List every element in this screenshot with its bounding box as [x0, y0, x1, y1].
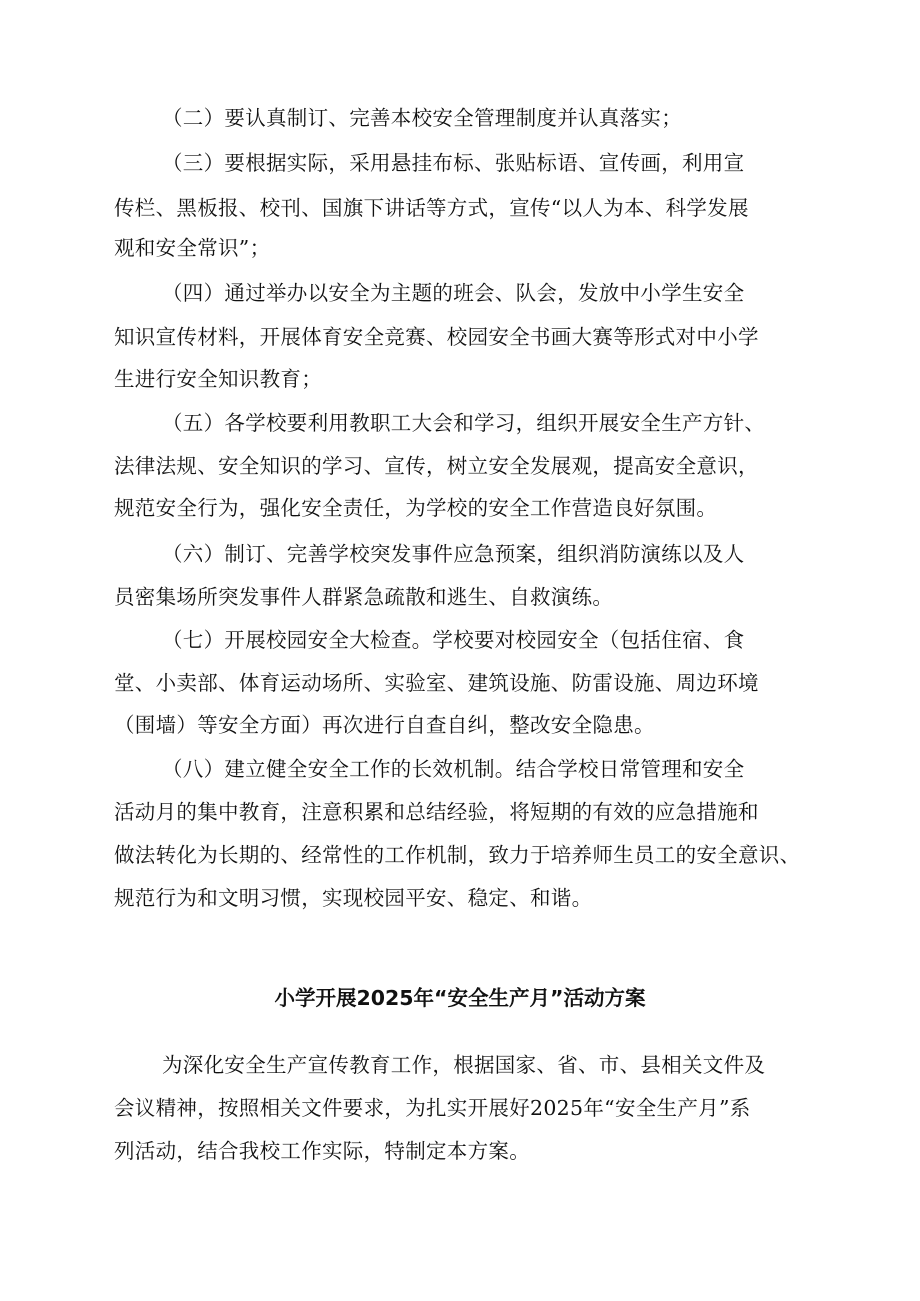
paragraph-8-line-3: 做法转化为长期的、经常性的工作机制，致力于培养师生员工的安全意识、 [114, 843, 801, 867]
paragraph-3-line-2: 传栏、黑板报、校刊、国旗下讲话等方式，宣传“以人为本、科学发展 [114, 196, 749, 220]
paragraph-5-line-3: 规范安全行为，强化安全责任，为学校的安全工作营造良好氛围。 [114, 496, 718, 520]
paragraph-5-line-1: （五）各学校要利用教职工大会和学习，组织开展安全生产方针、 [162, 411, 766, 435]
paragraph-8-line-4: 规范行为和文明习惯，实现校园平安、稳定、和谐。 [114, 886, 593, 910]
paragraph-4-line-3: 生进行安全知识教育； [114, 367, 322, 391]
paragraph-3-line-1: （三）要根据实际，采用悬挂布标、张贴标语、宣传画，利用宣 [162, 151, 745, 175]
paragraph-8-line-1: （八）建立健全安全工作的长效机制。结合学校日常管理和安全 [162, 757, 745, 781]
intro-line-3: 列活动，结合我校工作实际，特制定本方案。 [114, 1139, 530, 1163]
paragraph-4-line-1: （四）通过举办以安全为主题的班会、队会，发放中小学生安全 [162, 281, 745, 305]
section-title: 小学开展2025年“安全生产月”活动方案 [274, 986, 646, 1010]
paragraph-5-line-2: 法律法规、安全知识的学习、宣传，树立安全发展观，提高安全意识， [114, 454, 759, 478]
paragraph-6-line-2: 员密集场所突发事件人群紧急疏散和逃生、自救演练。 [114, 585, 614, 609]
paragraph-3-line-3: 观和安全常识”； [114, 236, 271, 260]
paragraph-6-line-1: （六）制订、完善学校突发事件应急预案，组织消防演练以及人 [162, 542, 745, 566]
paragraph-7-line-2: 堂、小卖部、体育运动场所、实验室、建筑设施、防雷设施、周边环境 [114, 671, 759, 695]
paragraph-2-line-1: （二）要认真制订、完善本校安全管理制度并认真落实； [162, 106, 682, 130]
paragraph-7-line-3: （围墙）等安全方面）再次进行自查自纠，整改安全隐患。 [114, 713, 655, 737]
paragraph-7-line-1: （七）开展校园安全大检查。学校要对校园安全（包括住宿、食 [162, 628, 745, 652]
paragraph-8-line-2: 活动月的集中教育，注意积累和总结经验，将短期的有效的应急措施和 [114, 800, 759, 824]
intro-line-1: 为深化安全生产宣传教育工作，根据国家、省、市、县相关文件及 [162, 1053, 766, 1077]
paragraph-4-line-2: 知识宣传材料，开展体育安全竞赛、校园安全书画大赛等形式对中小学 [114, 325, 759, 349]
intro-line-2: 会议精神，按照相关文件要求，为扎实开展好2025年“安全生产月”系 [114, 1096, 751, 1120]
